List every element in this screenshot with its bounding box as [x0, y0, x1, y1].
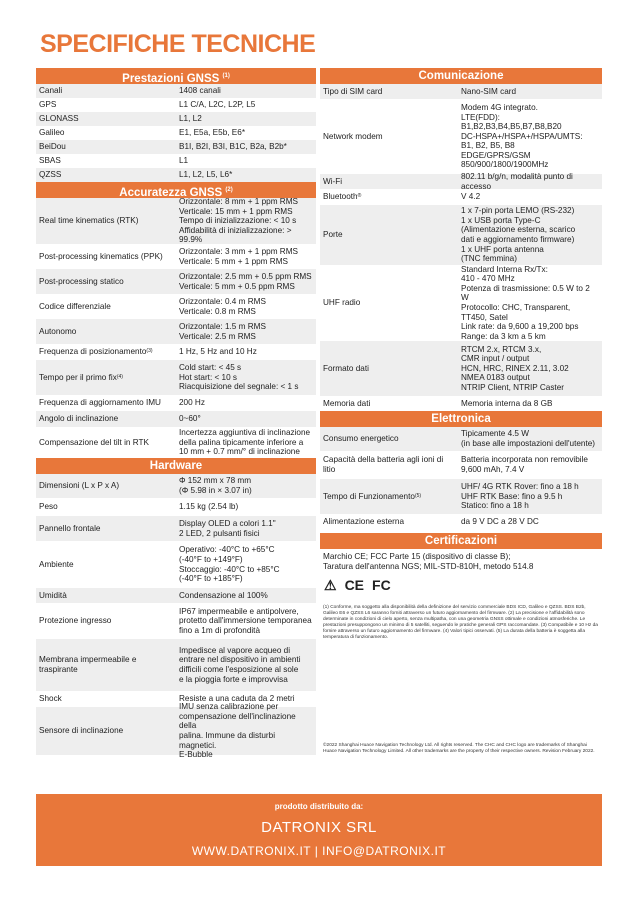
spec-value: da 9 V DC a 28 V DC: [461, 516, 539, 526]
spec-value: Orizzontale: 2.5 mm + 0.5 ppm RMS Verticale: 5 mm + 0.5 ppm RMS: [179, 271, 312, 291]
spec-label: Real time kinematics (RTK): [39, 216, 139, 226]
spec-label: Angolo di inclinazione: [39, 414, 119, 424]
ce-icon: CE: [344, 577, 365, 593]
spec-label: Capacità della batteria agli ioni di litio: [323, 455, 444, 474]
cert-line: Taratura dell'antenna NGS; MIL-STD-810H, metodo 514.8: [323, 562, 534, 571]
spec-row: [320, 427, 602, 451]
spec-value: Orizzontale: 3 mm + 1 ppm RMS Verticale: 5 mm + 1 ppm RMS: [179, 246, 298, 266]
spec-value: 802.11 b/g/n, modalità punto di accesso: [461, 171, 573, 191]
spec-value: L1, L2, L5, L6*: [179, 170, 233, 180]
spec-row: [36, 112, 316, 126]
spec-value: Batteria incorporata non removibile 9,600 mAh, 7.4 V: [461, 455, 588, 474]
spec-label: Post-processing statico: [39, 276, 124, 286]
spec-row: [320, 265, 602, 341]
spec-label: Consumo energetico: [323, 434, 399, 444]
spec-value: Memoria interna da 8 GB: [461, 398, 553, 408]
spec-value: Resiste a una caduta da 2 metri: [179, 694, 295, 704]
spec-row: [36, 603, 316, 639]
spec-label: SBAS: [39, 156, 61, 166]
right-column: [320, 68, 602, 757]
section-header-certifications: Certificazioni: [320, 533, 602, 549]
spec-row: [36, 269, 316, 294]
spec-row: [36, 498, 316, 516]
footnotes: (1) Conforme, ma soggetto alla disponibilità della definizione del servizio commerciale BDS ICD, Galileo e QZSS. BDS B2b, Galileo E6 e QZSS L6 saranno forniti attraverso un futuro aggiornamento del firmware. (2) La precisione e l'affidabilità sono determinate in condizioni di cielo aperto, senza multipatha, con una geometria GNSS ottimale e condizioni atmosferiche. Le prestazioni presuppongono un minimo di 5 satelliti, seguendo le pratiche generali GPS raccomandate. (3) Compatibile e 10 Hz da fornire attraverso un futuro aggiornamento del firmware. (4) Valori tipici osservati. (5) La durata della batteria è soggetta alla temperatura di funzionamento.: [323, 605, 598, 640]
spec-value: Nano-SIM card: [461, 86, 517, 96]
spec-row: [36, 294, 316, 319]
spec-value: IMU senza calibrazione per compensazione dell'inclinazione della palina. Immune da disturbi magnetici. E-Bubble: [179, 702, 296, 760]
accuracy-table: [36, 198, 316, 458]
spec-value: L1: [179, 156, 189, 166]
spec-value: L1 C/A, L2C, L2P, L5: [179, 100, 256, 110]
section-header-electronics: Elettronica: [320, 411, 602, 427]
fcc-icon: FC: [372, 577, 391, 593]
spec-row: [320, 451, 602, 479]
spec-row: [36, 98, 316, 112]
spec-label: BeiDou: [39, 142, 66, 152]
spec-label: GLONASS: [39, 114, 79, 124]
spec-value: Display OLED a colori 1.1" 2 LED, 2 pulsanti fisici: [179, 518, 276, 538]
spec-row: [36, 516, 316, 541]
section-header-accuracy: Accuratezza GNSS $^{(2)}$: [36, 182, 316, 198]
spec-row: [36, 639, 316, 691]
spec-label: Memoria dati: [323, 398, 371, 408]
footer-intro: prodotto distribuito da:: [274, 802, 364, 811]
spec-label: Codice differenziale: [39, 301, 111, 311]
spec-label: Porte: [323, 230, 343, 240]
spec-value: Modem 4G integrato. LTE(FDD): B1,B2,B3,B4,B5,B7,B8,B20 DC-HSPA+/HSPA+/HSPA/UMTS: B1, B2, B5, B8 EDGE/GPRS/GSM 850/900/1800/1900MHz: [461, 102, 583, 170]
certifications-text: [320, 549, 602, 575]
spec-row: [320, 84, 602, 99]
spec-label: Tipo di SIM card: [323, 86, 383, 96]
spec-value: Φ 152 mm x 78 mm (Φ 5.98 in × 3.07 in): [179, 476, 252, 495]
spec-label: Formato dati: [323, 363, 369, 373]
spec-row: [36, 198, 316, 244]
spec-row: [320, 99, 602, 174]
spec-row: [36, 411, 316, 427]
distributor-footer: [36, 794, 602, 866]
spec-value: Tipicamente 4.5 W (in base alle impostazioni dell'utente): [461, 429, 596, 448]
spec-row: [36, 140, 316, 154]
spec-label: Umidità: [39, 590, 67, 600]
hardware-table: [36, 474, 316, 760]
elec-table: [320, 427, 602, 529]
spec-label: Wi-Fi: [323, 176, 343, 186]
spec-value: RTCM 2.x, RTCM 3.x, CMR input / output HCN, HRC, RINEX 2.11, 3.02 NMEA 0183 output NTRIP Client, NTRIP Caster: [461, 344, 569, 392]
spec-row: [320, 514, 602, 529]
spec-label: GPS: [39, 100, 57, 110]
spec-label: Frequenza di posizionamento (3): [39, 347, 153, 357]
spec-label: Ambiente: [39, 559, 74, 569]
spec-row: [36, 588, 316, 603]
spec-label: Dimensioni (L x P x A): [39, 481, 120, 491]
page-title: SPECIFICHE TECNICHE: [40, 30, 316, 58]
left-column: [36, 68, 316, 760]
spec-row: [36, 154, 316, 168]
spec-label: Tempo per il primo fix (4): [39, 372, 123, 382]
spec-value: Standard Interna Rx/Tx: 410 - 470 MHz Potenza di trasmissione: 0.5 W to 2 W Protocollo: CHC, Transparent, TT450, Satel Link rate: da 9,600 a 19,200 bps Range: da 3 km a 5 km: [461, 264, 590, 341]
spec-label: Post-processing kinematics (PPK): [39, 251, 163, 261]
spec-value: 200 Hz: [179, 398, 205, 408]
spec-value: 0~60°: [179, 414, 201, 424]
spec-value: Impedisce al vapore acqueo di entrare nel dispositivo in ambienti difficili come l'esposizione al sole e la pioggia forte e improvvisa: [179, 645, 301, 684]
spec-label: Canali: [39, 86, 63, 96]
spec-label: Network modem: [323, 131, 383, 141]
spec-label: Peso: [39, 502, 58, 512]
spec-value: L1, L2: [179, 114, 202, 124]
spec-row: [320, 341, 602, 396]
spec-label: Bluetooth ®: [323, 192, 362, 202]
spec-row: [320, 396, 602, 411]
spec-row: [36, 168, 316, 182]
spec-label: Membrana impermeabile e traspirante: [39, 655, 137, 674]
spec-value: Orizzontale: 8 mm + 1 ppm RMS Verticale: 15 mm + 1 ppm RMS Tempo di inizializzazione: < 10 s Affidabilità di inizializzazione: > 99.9%: [179, 197, 298, 245]
spec-row: [36, 427, 316, 458]
spec-label: Frequenza di aggiornamento IMU: [39, 398, 161, 408]
spec-row: [36, 702, 316, 760]
spec-row: [36, 319, 316, 344]
spec-label: Protezione ingresso: [39, 616, 112, 626]
spec-row: [36, 541, 316, 588]
spec-row: [36, 244, 316, 269]
rcm-icon: ⚠: [324, 576, 337, 593]
spec-label: Shock: [39, 694, 62, 704]
spec-label: Alimentazione esterna: [323, 516, 405, 526]
copyright: ©2022 Shanghai Huace Navigation Technology Ltd. All rights reserved. The CHC and CHC logo are trademarks of Shanghai Huace Navigation Technology Limited. All other trademarks are the property of their respective owners. Revision February 2022.: [323, 743, 595, 754]
spec-row: [320, 189, 602, 205]
spec-row: [36, 126, 316, 140]
spec-row: [320, 205, 602, 265]
spec-value: Cold start: < 45 s Hot start: < 10 s Riacquisizione del segnale: < 1 s: [179, 363, 299, 392]
spec-row: [36, 360, 316, 395]
spec-value: Orizzontale: 1.5 m RMS Verticale: 2.5 m RMS: [179, 321, 266, 341]
spec-label: Tempo di Funzionamento (5): [323, 491, 422, 501]
spec-row: [36, 474, 316, 498]
certification-icons: [320, 575, 602, 595]
section-header-gnss: Prestazioni GNSS $^{(1)}$: [36, 68, 316, 84]
comm-table: [320, 84, 602, 411]
spec-row: [36, 395, 316, 411]
spec-row: [36, 84, 316, 98]
spec-row: [320, 171, 602, 191]
spec-label: UHF radio: [323, 298, 361, 308]
spec-label: Galileo: [39, 128, 65, 138]
spec-value: E1, E5a, E5b, E6*: [179, 128, 245, 138]
spec-value: B1I, B2I, B3I, B1C, B2a, B2b*: [179, 142, 287, 152]
cert-line: Marchio CE; FCC Parte 15 (dispositivo di classe B);: [323, 552, 511, 561]
spec-value: 1 Hz, 5 Hz and 10 Hz: [179, 347, 257, 357]
spec-value: Operativo: -40°C to +65°C (-40°F to +149°F) Stoccaggio: -40°C to +85°C (-40°F to +185°F): [179, 545, 280, 584]
footer-contacts[interactable]: WWW.DATRONIX.IT | INFO@DATRONIX.IT: [191, 844, 447, 858]
spec-label: Pannello frontale: [39, 523, 101, 533]
spec-value: V 4.2: [461, 192, 481, 202]
spec-value: 1.15 kg (2.54 lb): [179, 502, 239, 512]
spec-value: 1 x 7-pin porta LEMO (RS-232) 1 x USB porta Type-C (Alimentazione esterna, scarico dati e aggiornamento firmware) 1 x UHF porta antenna (TNC femmina): [461, 206, 576, 264]
spec-row: [36, 344, 316, 360]
spec-value: UHF/ 4G RTK Rover: fino a 18 h UHF RTK Base: fino a 9.5 h Statico: fino a 18 h: [461, 482, 579, 511]
section-header-hardware: Hardware: [36, 458, 316, 474]
spec-value: Condensazione al 100%: [179, 590, 268, 600]
section-header-communication: Comunicazione: [320, 68, 602, 84]
spec-label: Autonomo: [39, 326, 77, 336]
spec-label: Compensazione del tilt in RTK: [39, 437, 149, 447]
spec-label: Sensore di inclinazione: [39, 726, 124, 736]
footer-company: DATRONIX SRL: [261, 819, 377, 836]
gnss-table: [36, 84, 316, 182]
spec-label: QZSS: [39, 170, 62, 180]
spec-value: Orizzontale: 0.4 m RMS Verticale: 0.8 m RMS: [179, 296, 266, 316]
spec-value: IP67 impermeabile e antipolvere, protetto dall'immersione temporanea fino a 1m di profondità: [179, 606, 312, 635]
spec-value: 1408 canali: [179, 86, 221, 96]
spec-row: [320, 479, 602, 514]
spec-value: Incertezza aggiuntiva di inclinazione della palina tipicamente inferiore a 10 mm + 0.7 mm/° di inclinazione: [179, 428, 311, 457]
